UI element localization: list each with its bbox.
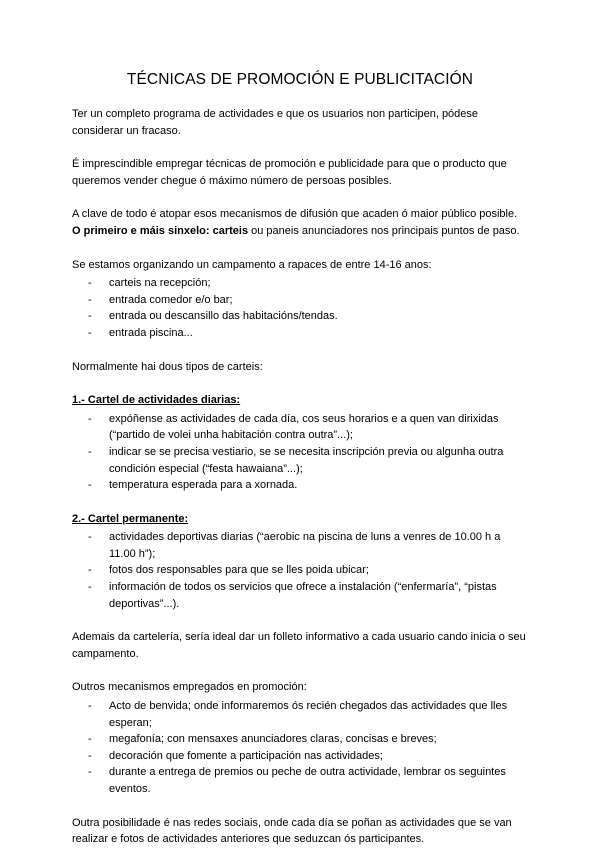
key-text: A clave de todo é atopar esos mecanismos de difusión que acaden ó maior público posible.: [72, 208, 518, 221]
list-item: - expóñense as actividades de cada día, cos seus horarios e a quen van dirixidas (“partido de volei unha habitación contra outra”...);: [72, 411, 528, 444]
permanent-section-heading: [72, 511, 528, 528]
list-item: - entrada ou descansillo das habitacións/tendas.: [72, 308, 528, 325]
list-item: - información de todos os servicios que ofrece a instalación (“enfermaría”, “pistas deportivas”...).: [72, 579, 528, 612]
list-item: - fotos dos responsables para que se lles poida ubicar;: [72, 562, 528, 579]
final-paragraph: Outra posibilidade é nas redes sociais, onde cada día se poñan as actividades que se van realizar e fotos de actividades anteriores que seduzcan ós participantes.: [72, 816, 512, 846]
document-title: TÉCNICAS DE PROMOCIÓN E PUBLICITACIÓN: [126, 71, 474, 88]
permanent-list: [72, 529, 528, 612]
list-item: - megafonía; con mensaxes anunciadores claras, concisas e breves;: [72, 731, 528, 748]
key-bold-text: O primeiro e máis sinxelo: carteis: [72, 224, 249, 237]
list-item: - entrada piscina...: [72, 325, 528, 342]
permanent-title: Cartel permanente:: [87, 512, 189, 525]
importance-paragraph: É imprescindible empregar técnicas de promoción e publicidade para que o producto que queremos vender chegue ó máximo número de persoas posibles.: [72, 158, 507, 187]
daily-list: [72, 411, 528, 494]
other-intro: Outros mecanismos empregados en promoción:: [72, 681, 307, 694]
permanent-number: 2.-: [72, 512, 88, 525]
intro-paragraph: Ter un completo programa de actividades e que os usuarios non participen, pódese considerar un fracaso.: [72, 108, 479, 137]
list-item: - decoración que fomente a participación nas actividades;: [72, 748, 528, 765]
other-list: [72, 698, 528, 798]
camp-intro: Se estamos organizando un campamento a rapaces de entre 14-16 anos:: [72, 258, 432, 271]
list-item: - indicar se se precisa vestiario, se se necesita inscripción previa ou algunha outra condición especial (“festa hawaiana”...);: [72, 444, 528, 477]
list-item: - actividades deportivas diarias (“aerobic na piscina de luns a venres de 10.00 h a 11.00 h”);: [72, 529, 528, 562]
list-item: - entrada comedor e/o bar;: [72, 292, 528, 309]
list-item: - temperatura esperada para a xornada.: [72, 477, 528, 494]
daily-section-heading: [72, 392, 528, 409]
list-item: - durante a entrega de premios ou peche de outra actividade, lembrar os seguintes eventos.: [72, 764, 528, 797]
list-item: - Acto de benvida; onde informaremos ós recién chegados das actividades que lles esperan;: [72, 698, 528, 731]
folleto-paragraph: Ademais da cartelería, sería ideal dar un folleto informativo a cada usuario cando inicia o seu campamento.: [72, 631, 526, 660]
key-paragraph: [72, 206, 528, 239]
daily-title: Cartel de actividades diarias:: [87, 394, 241, 407]
daily-number: 1.-: [72, 394, 88, 407]
list-item: - carteis na recepción;: [72, 275, 528, 292]
types-intro: Normalmente hai dous tipos de carteis:: [72, 360, 263, 373]
key-rest-text: ou paneis anunciadores nos principais puntos de paso.: [248, 224, 520, 237]
camp-list: [72, 275, 528, 341]
